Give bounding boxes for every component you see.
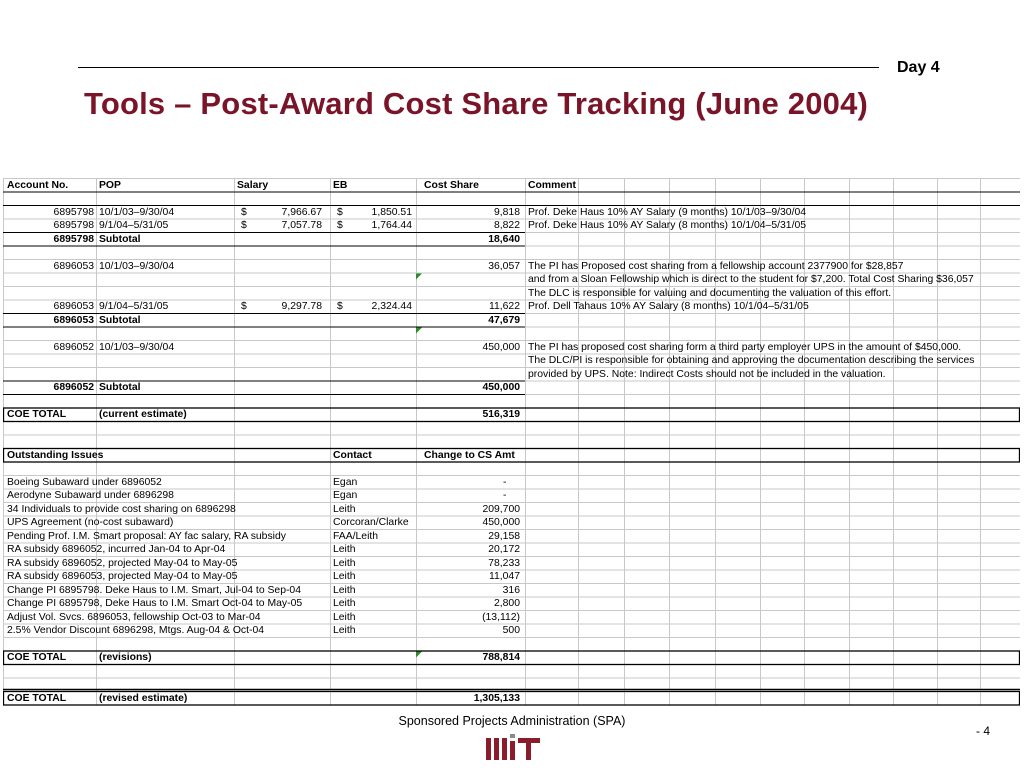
issue-text: Boeing Subaward under 6896052 xyxy=(7,476,162,488)
comment-text: Prof. Dell Tahaus 10% AY Salary (8 months) 10/1/04–5/31/05 xyxy=(528,301,809,312)
issue-change: 500 xyxy=(502,625,520,636)
cost-share-value: 11,622 xyxy=(488,301,520,312)
eb-value: 2,324.44 xyxy=(371,301,412,312)
issue-contact: Egan xyxy=(333,476,358,488)
col-header-eb: EB xyxy=(333,179,348,191)
pop-range: 9/1/04–5/31/05 xyxy=(99,220,169,231)
account-number: 6896053 xyxy=(53,314,94,326)
issue-contact: Leith xyxy=(333,598,356,609)
account-number: 6896053 xyxy=(53,260,94,272)
issue-contact: Leith xyxy=(333,503,356,515)
issue-change: 29,158 xyxy=(488,530,520,542)
coe-total-note: (current estimate) xyxy=(99,409,187,420)
header-divider xyxy=(78,67,879,68)
account-number: 6896053 xyxy=(53,301,94,312)
comment-text: Prof. Deke Haus 10% AY Salary (8 months) 10/1/04–5/31/05 xyxy=(528,220,807,231)
page-title: Tools – Post-Award Cost Share Tracking (June 2004) xyxy=(84,86,869,121)
subtotal-value: 450,000 xyxy=(482,382,520,393)
issue-text: UPS Agreement (no-cost subaward) xyxy=(7,517,174,528)
change-header: Change to CS Amt xyxy=(424,449,515,461)
issue-change: - xyxy=(503,476,507,488)
issue-contact: Leith xyxy=(333,557,356,569)
coe-total-value: 1,305,133 xyxy=(473,692,520,704)
eb-currency: $ xyxy=(337,301,343,312)
col-header-comment: Comment xyxy=(528,179,576,191)
issue-text: RA subsidy 6896053, projected May-04 to May-05 xyxy=(7,571,238,582)
eb-currency: $ xyxy=(337,220,343,231)
coe-total-label: COE TOTAL xyxy=(7,409,67,420)
issue-contact: Leith xyxy=(333,544,356,555)
comment-text: The DLC is responsible for valuing and documenting the valuation of this effort. xyxy=(528,287,892,299)
issue-text: 2.5% Vendor Discount 6896298, Mtgs. Aug-04 & Oct-04 xyxy=(7,625,265,636)
page-number: - 4 xyxy=(976,724,991,738)
cost-share-spreadsheet xyxy=(3,178,1020,708)
comment-text: The DLC/PI is responsible for obtaining and approving the documentation describing the services xyxy=(528,355,975,366)
issue-change: 11,047 xyxy=(488,571,520,582)
issue-contact: Egan xyxy=(333,490,358,501)
salary-currency: $ xyxy=(241,301,247,312)
cell-comment-marker xyxy=(416,274,422,280)
col-header-pop: POP xyxy=(99,179,121,191)
issue-text: Change PI 6895798, Deke Haus to I.M. Smart Oct-04 to May-05 xyxy=(7,598,303,609)
issue-change: - xyxy=(503,490,507,501)
pop-range: 10/1/03–9/30/04 xyxy=(99,206,175,218)
coe-total-value: 788,814 xyxy=(482,652,520,663)
issue-change: 450,000 xyxy=(482,517,520,528)
issue-change: 20,172 xyxy=(488,544,520,555)
issue-text: 34 Individuals to provide cost sharing on 6896298 xyxy=(7,503,236,515)
issue-text: Aerodyne Subaward under 6896298 xyxy=(7,490,174,501)
issue-text: Change PI 6895798. Deke Haus to I.M. Smart, Jul-04 to Sep-04 xyxy=(7,584,301,596)
cell-comment-marker xyxy=(416,328,422,334)
subtotal-label: Subtotal xyxy=(99,382,141,393)
comment-text: provided by UPS. Note: Indirect Costs should not be included in the valuation. xyxy=(528,368,886,380)
eb-value: 1,764.44 xyxy=(371,220,412,231)
issue-change: 209,700 xyxy=(482,503,520,515)
eb-value: 1,850.51 xyxy=(371,206,412,218)
col-header-account: Account No. xyxy=(7,179,69,191)
issue-text: Pending Prof. I.M. Smart proposal: AY fac salary, RA subsidy xyxy=(7,530,286,542)
subtotal-label: Subtotal xyxy=(99,314,141,326)
issue-contact: Leith xyxy=(333,584,356,596)
eb-currency: $ xyxy=(337,206,343,218)
col-header-cost-share: Cost Share xyxy=(424,179,479,191)
issue-change: (13,112) xyxy=(482,611,520,623)
pop-range: 10/1/03–9/30/04 xyxy=(99,341,175,353)
salary-value: 7,057.78 xyxy=(281,220,322,231)
footer-org: Sponsored Projects Administration (SPA) xyxy=(398,714,626,728)
issue-contact: Corcoran/Clarke xyxy=(333,517,409,528)
comment-text: and from a Sloan Fellowship which is direct to the student for $7,200. Total Cost Sharing $36,057 xyxy=(528,274,974,285)
comment-text: The PI has proposed cost sharing form a third party employer UPS in the amount of $450,000. xyxy=(528,341,962,353)
col-header-salary: Salary xyxy=(237,179,269,191)
day-label: Day 4 xyxy=(897,59,940,76)
issue-change: 78,233 xyxy=(488,557,520,569)
salary-value: 9,297.78 xyxy=(281,301,322,312)
issue-contact: FAA/Leith xyxy=(333,530,379,542)
account-number: 6895798 xyxy=(53,233,94,245)
coe-total-note: (revisions) xyxy=(99,652,152,663)
account-number: 6895798 xyxy=(53,220,94,231)
coe-total-label: COE TOTAL xyxy=(7,692,67,704)
salary-currency: $ xyxy=(241,206,247,218)
comment-text: The PI has Proposed cost sharing from a fellowship account 2377900 for $28,857 xyxy=(528,260,904,272)
cost-share-value: 9,818 xyxy=(493,206,520,218)
account-number: 6896052 xyxy=(53,341,94,353)
issue-change: 2,800 xyxy=(493,598,520,609)
cost-share-value: 450,000 xyxy=(482,341,520,353)
issue-contact: Leith xyxy=(333,625,356,636)
pop-range: 9/1/04–5/31/05 xyxy=(99,301,169,312)
pop-range: 10/1/03–9/30/04 xyxy=(99,260,175,272)
issue-change: 316 xyxy=(502,584,520,596)
issue-contact: Leith xyxy=(333,571,356,582)
contact-header: Contact xyxy=(333,449,372,461)
cost-share-value: 8,822 xyxy=(493,220,520,231)
issue-contact: Leith xyxy=(333,611,356,623)
subtotal-value: 47,679 xyxy=(488,314,520,326)
comment-text: Prof. Deke Haus 10% AY Salary (9 months) 10/1/03–9/30/04 xyxy=(528,206,807,218)
coe-total-label: COE TOTAL xyxy=(7,652,67,663)
cost-share-value: 36,057 xyxy=(488,260,520,272)
issue-text: RA subsidy 6896052, projected May-04 to May-05 xyxy=(7,557,238,569)
subtotal-label: Subtotal xyxy=(99,233,141,245)
issues-header: Outstanding Issues xyxy=(7,449,104,461)
mit-logo xyxy=(486,734,546,760)
salary-currency: $ xyxy=(241,220,247,231)
salary-value: 7,966.67 xyxy=(281,206,322,218)
issue-text: RA subsidy 6896052, incurred Jan-04 to Apr-04 xyxy=(7,544,226,555)
subtotal-value: 18,640 xyxy=(488,233,520,245)
account-number: 6896052 xyxy=(53,382,94,393)
account-number: 6895798 xyxy=(53,206,94,218)
coe-total-note: (revised estimate) xyxy=(99,692,188,704)
coe-total-value: 516,319 xyxy=(482,409,520,420)
issue-text: Adjust Vol. Svcs. 6896053, fellowship Oct-03 to Mar-04 xyxy=(7,611,261,623)
